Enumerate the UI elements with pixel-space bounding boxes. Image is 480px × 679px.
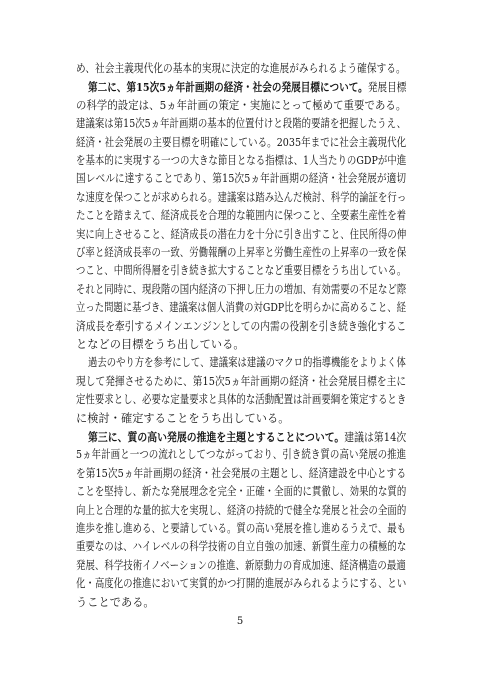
text-line [76,504,406,518]
line-text: 現して発揮させるために、第15次5ヵ年計画期の経済・社会発展目標を主に [76,374,407,388]
text-line [76,320,406,334]
line-text: 建議は第14次 [344,431,407,444]
line-text: 立った問題に基づき、建議案は個人消費の対GDP比を明らかに高めること、経 [76,301,406,315]
text-line [76,559,406,573]
line-text: つこと、中間所得層を引き続き拡大することなど重要目標をうち出している。 [76,264,407,278]
text-line [76,338,245,352]
line-text: を第15次5ヵ年計画期の経済・社会発展の主題とし、経済建設を中心とする [76,466,407,480]
text-line [76,393,406,407]
text-line [76,540,406,554]
line-text: 建議案は第15次5ヵ年計画期の基本的位置付けと段階的要請を把握したうえ、 [76,117,407,131]
text-line [76,577,406,591]
text-line [76,209,406,223]
text-line [76,301,406,315]
line-text: を基本的に実現する一つの大きな節目となる指標は、1人当たりのGDPが中進 [76,154,407,167]
text-line [76,117,406,131]
line-text: うことである。 [76,595,155,609]
line-text: 進歩を推し進める、と要請している。質の高い発展を推し進めるうえで、最も [76,522,407,535]
text-line [76,62,406,76]
line-text: 化・高度化の推進において実質的かつ打開的進展がみられるようにする、とい [76,577,407,591]
line-text: 国レベルに達することであり、第15次5ヵ年計画期の経済・社会発展が適切 [76,172,407,186]
line-text: な速度を保つことが求められる。建議案は踏み込んだ検討、科学的論証を行っ [76,190,407,204]
line-text: 発展、科学技術イノベーションの推進、新原動力の育成加速、経済構造の最適 [76,558,406,572]
text-line [76,283,406,297]
page-number: 5 [236,616,244,627]
line-text: 経済・社会発展の主要目標を明確にしている。2035年までに社会主義現代化 [76,135,407,149]
text-line [76,172,406,186]
text-line [76,485,406,499]
line-text: となどの目標をうち出している。 [76,338,245,351]
heading-text: 第三に、質の高い発展の推進を主題とすることについて。 [88,430,345,444]
text-line [76,264,406,278]
text-line [76,228,406,242]
text-line [88,356,406,370]
line-text: ことを堅持し、新たな発展理念を完全・正確・全面的に貫徹し、効果的な質的 [76,485,407,499]
line-text: たことを踏まえて、経済成長を合理的な範囲内に保つこと、全要素生産性を着 [76,209,407,223]
text-line [76,191,406,205]
line-text: 発展目標 [367,81,407,95]
text-line [76,154,406,168]
text-line [88,80,406,95]
text-line [76,99,406,113]
line-text: それと同時に、現段階の国内経済の下押し圧力の増加、有効需要の不足など際 [76,282,407,296]
line-text: 定性要求とし、必要な定量要求と具体的な活動配置は計画要綱を策定するとき [76,393,407,407]
line-text: 実に向上させること、経済成長の潜在力を十分に引き出すこと、住民所得の伸 [76,227,407,241]
line-text: の科学的設定は、5ヵ年計画の策定・実施にとって極めて重要である。 [76,98,407,112]
text-line [76,412,290,426]
text-line [76,522,406,536]
line-text: め、社会主義現代化の基本的実現に決定的な進展がみられるよう確保する。 [76,62,406,75]
line-text: 向上と合理的な量的拡大を実現し、経済の持続的で健全な発展と社会の全面的 [76,503,407,517]
text-line [76,375,406,389]
text-line [76,448,406,462]
line-text: 済成長を牽引するメインエンジンとしての内需の役割を引き続き強化するこ [76,319,407,333]
line-text: 重要なのは、ハイレベルの科学技術の自立自強の加速、新質生産力の積極的な [76,540,407,554]
line-text: 過去のやり方を参考にして、建議案は建議のマクロ的指導機能をよりよく体 [88,356,406,370]
text-line [76,136,406,150]
text-line [76,467,406,481]
text-line [76,596,155,610]
line-text: び率と経済成長率の一致、労働報酬の上昇率と労働生産性の上昇率の一致を保 [76,246,407,259]
text-line [76,246,406,260]
heading-text: 第二に、第15次5ヵ年計画期の経済・社会の発展目標について。 [88,80,368,95]
text-line [88,430,406,445]
line-text: に検討・確定することをうち出している。 [76,411,290,425]
line-text: 5ヵ年計画と一つの流れとしてつながっており、引き続き質の高い発展の推進 [76,448,407,462]
